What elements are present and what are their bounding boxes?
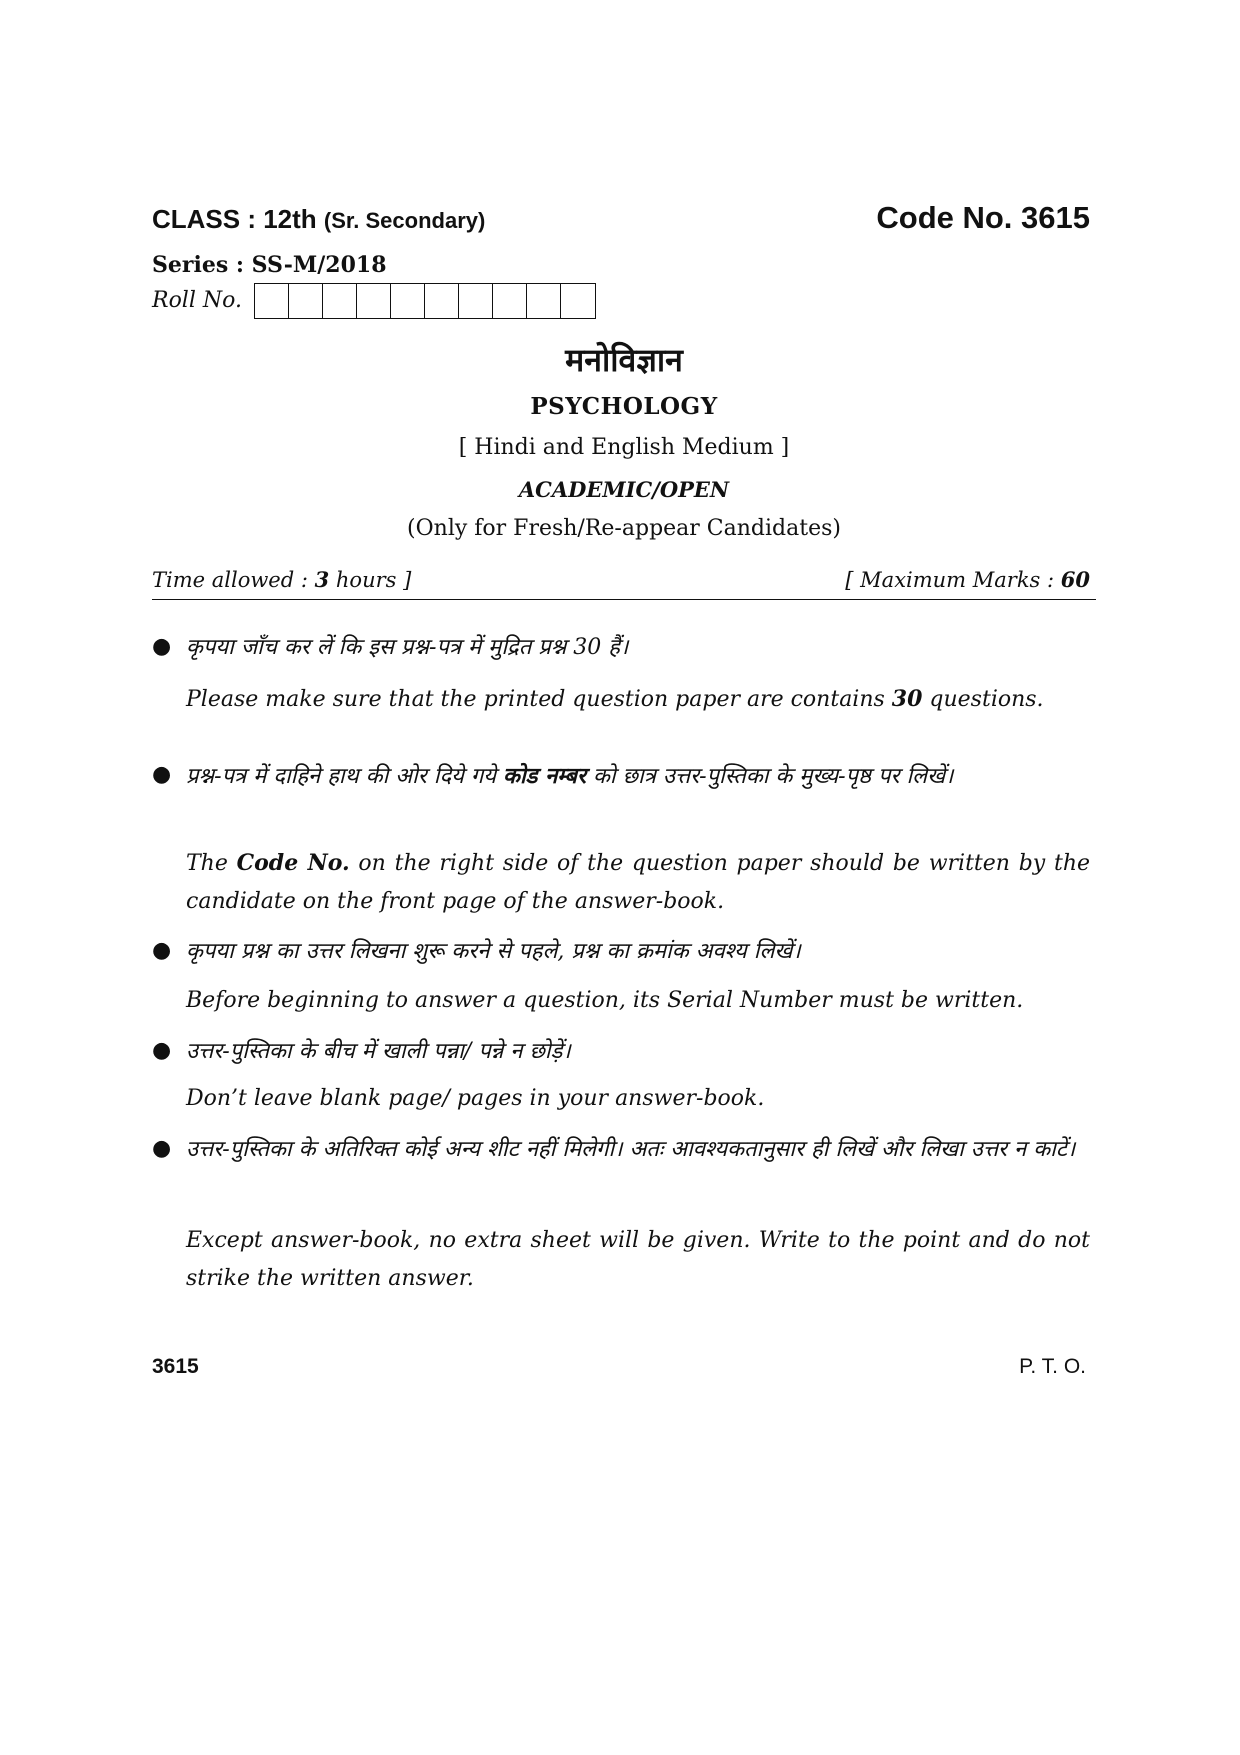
bullet-icon: ● xyxy=(152,634,172,659)
bullet-icon: ● xyxy=(152,1136,172,1161)
roll-number-box[interactable] xyxy=(255,284,289,318)
bullet-icon: ● xyxy=(152,762,172,787)
series-label: Series : SS-M/2018 xyxy=(152,252,387,278)
roll-number-box[interactable] xyxy=(459,284,493,318)
roll-number-box[interactable] xyxy=(323,284,357,318)
instruction-english: Please make sure that the printed question paper are contains 30 questions. xyxy=(186,686,1044,712)
roll-number-box[interactable] xyxy=(391,284,425,318)
subject-title-hindi: मनोविज्ञान xyxy=(565,341,683,379)
instruction-english: Before beginning to answer a question, its Serial Number must be written. xyxy=(186,988,1024,1013)
roll-number-box[interactable] xyxy=(561,284,595,318)
time-allowed: Time allowed : 3 hours ] xyxy=(152,567,412,592)
roll-number-box[interactable] xyxy=(493,284,527,318)
instruction-hindi: कृपया जाँच कर लें कि इस प्रश्न-पत्र में मुद्रित प्रश्न 30 हैं। xyxy=(186,635,629,660)
exam-paper-page xyxy=(152,0,1096,1755)
instruction-english: Except answer-book, no extra sheet will be given. Write to the point and do not strike the written answer. xyxy=(186,1228,1090,1291)
subject-title-english: PSYCHOLOGY xyxy=(530,393,718,420)
instruction-english: The Code No. on the right side of the question paper should be written by the candidate on the front page of the answer-book. xyxy=(186,850,1091,914)
instruction-hindi: कृपया प्रश्न का उत्तर लिखना शुरू करने से पहले, प्रश्न का क्रमांक अवश्य लिखें। xyxy=(186,939,801,964)
medium-label: [ Hindi and English Medium ] xyxy=(458,435,790,460)
code-number: Code No. 3615 xyxy=(876,200,1090,235)
instruction-hindi: प्रश्न-पत्र में दाहिने हाथ की ओर दिये गये कोड नम्बर को छात्र उत्तर-पुस्तिका के मुख्य-पृष्ठ पर लिखें। xyxy=(186,763,954,789)
roll-number-box[interactable] xyxy=(289,284,323,318)
roll-number-boxes xyxy=(254,283,596,319)
stream-label: ACADEMIC/OPEN xyxy=(518,477,730,502)
maximum-marks: [ Maximum Marks : 60 xyxy=(845,567,1090,592)
bullet-icon: ● xyxy=(152,1038,172,1063)
instruction-hindi: उत्तर-पुस्तिका के अतिरिक्त कोई अन्य शीट नहीं मिलेगी। अतः आवश्यकतानुसार ही लिखें और लिखा उत्तर न काटें। xyxy=(186,1137,1076,1162)
roll-number-label: Roll No. xyxy=(152,288,242,313)
bullet-icon: ● xyxy=(152,938,172,963)
header-row xyxy=(152,200,1096,240)
roll-number-box[interactable] xyxy=(357,284,391,318)
class-label-main: CLASS : 12th xyxy=(152,204,317,234)
footer-code: 3615 xyxy=(152,1355,199,1378)
class-label-sub: (Sr. Secondary) xyxy=(323,208,486,233)
footer-pto: P. T. O. xyxy=(1019,1355,1086,1378)
roll-number-box[interactable] xyxy=(527,284,561,318)
candidates-label: (Only for Fresh/Re-appear Candidates) xyxy=(407,516,841,541)
instruction-hindi: उत्तर-पुस्तिका के बीच में खाली पन्ना/ पन्ने न छोड़ें। xyxy=(186,1039,571,1064)
class-label xyxy=(152,204,485,235)
roll-number-box[interactable] xyxy=(425,284,459,318)
instruction-english: Don’t leave blank page/ pages in your answer-book. xyxy=(186,1086,765,1111)
time-marks-row xyxy=(152,567,1096,600)
